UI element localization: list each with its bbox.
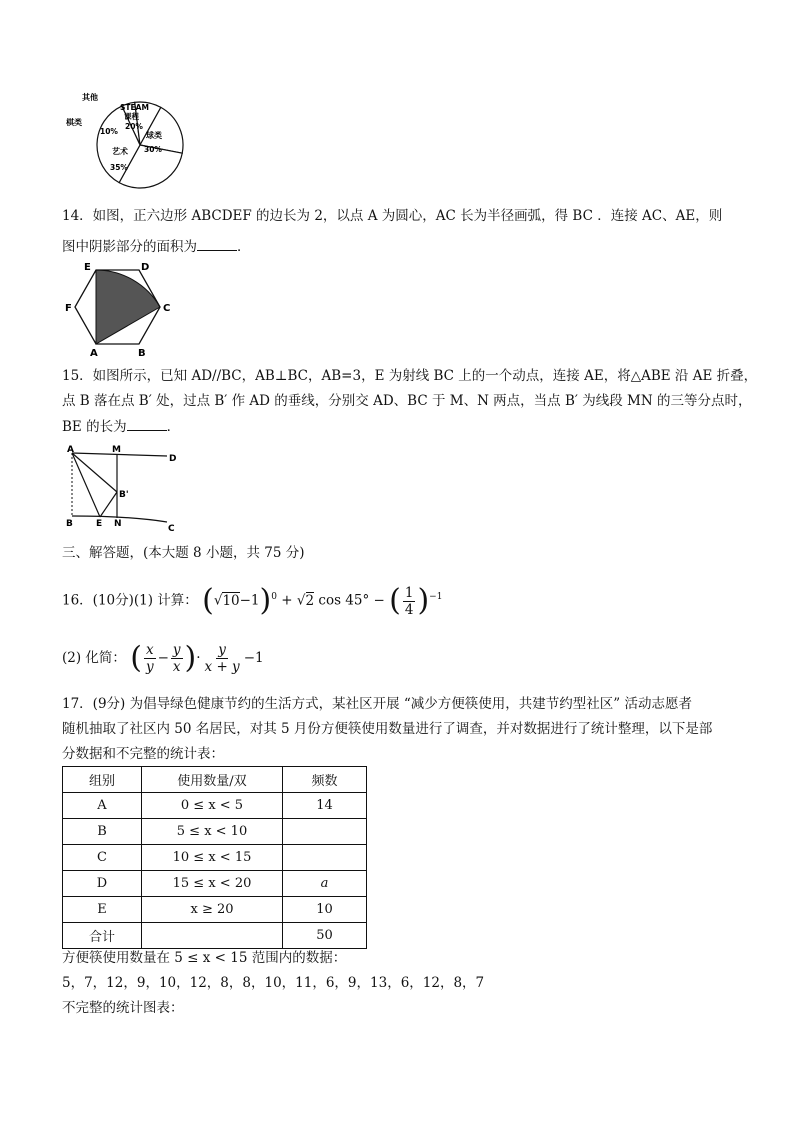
table-cell: D <box>63 871 142 897</box>
fold-label-B-prime: B' <box>119 490 129 500</box>
fold-label-N: N <box>114 519 122 529</box>
pie-label-ball: 球类 <box>146 131 162 140</box>
q17-chart-title: 不完整的统计图表： <box>62 1000 184 1016</box>
pie-label-steam: STEAM <box>120 103 149 112</box>
sqrt2-radicand: 2 <box>305 592 315 609</box>
q14-line2-end: ． <box>237 239 251 255</box>
minus-sign: − <box>373 592 385 609</box>
paren-close-2: ) <box>417 583 430 618</box>
frac-den: 4 <box>404 601 414 618</box>
table-cell: E <box>63 897 142 923</box>
frac-y-num-2: y <box>218 642 226 658</box>
q15-line2: 点 B 落在点 B′ 处，过点 B′ 作 AD 的垂线，分别交 AD、BC 于 M、N 两点，当点 B′ 为线段 MN 的三等分点时， <box>62 393 752 409</box>
hexagon-figure <box>62 260 187 358</box>
q14-line2 <box>62 236 251 257</box>
paren-open: ( <box>202 583 214 618</box>
q14-answer-blank[interactable] <box>197 236 237 251</box>
table-header: 组别 <box>63 767 142 793</box>
table-cell: 0 ≤ x < 5 <box>142 793 283 819</box>
hex-label-E: E <box>84 262 91 273</box>
fold-figure <box>62 442 192 534</box>
sqrt10-radicand: 10 <box>222 592 240 609</box>
fraction-x-over-y <box>144 642 156 675</box>
fraction-y-over-xy <box>203 642 242 675</box>
frac-y-num: y <box>172 642 181 658</box>
frac-xy-den: x + y <box>204 659 240 675</box>
minus-one-tail: −1 <box>243 650 264 666</box>
q17-line2: 随机抽取了社区内 50 名居民，对其 5 月份方便筷使用数量进行了调查，并对数据进行了统计整理，以下是部 <box>62 721 713 737</box>
table-cell <box>142 923 283 949</box>
fold-label-A: A <box>67 445 74 455</box>
hex-label-C: C <box>163 303 171 314</box>
frac-x-num: x <box>145 642 154 658</box>
q15-line3 <box>62 416 180 437</box>
table-header: 使用数量/双 <box>142 767 283 793</box>
table-cell: a <box>283 871 367 897</box>
q17-data-values: 5，7，12，9，10，12，8，8，10，11，6，9，13，6，12，8，7 <box>62 975 485 991</box>
q15-line3-end: ． <box>166 419 181 435</box>
table-row <box>63 819 367 845</box>
q16-part2 <box>62 638 264 678</box>
pie-chart <box>60 88 190 190</box>
fold-label-M: M <box>112 445 121 455</box>
q17-line3: 分数据和不完整的统计表： <box>62 746 224 762</box>
q17-data-title: 方便筷使用数量在 5 ≤ x < 15 范围内的数据： <box>62 950 347 966</box>
hex-label-F: F <box>65 303 72 314</box>
hexagon-shaded-sector <box>96 270 160 344</box>
q15-answer-blank[interactable] <box>127 416 167 431</box>
hex-label-A: A <box>90 348 98 358</box>
q15-line1: 15．如图所示，已知 AD//BC，AB⊥BC，AB=3，E 为射线 BC 上的一个动点，连接 AE，将△ABE 沿 AE 折叠， <box>62 368 758 384</box>
section-3-heading: 三、解答题，(本大题 8 小题，共 75 分) <box>62 545 305 561</box>
table-header-row <box>63 767 367 793</box>
frac-num: 1 <box>404 584 414 601</box>
exponent-neg1: −1 <box>429 592 443 602</box>
table-cell: 14 <box>283 793 367 819</box>
exponent-zero: 0 <box>271 592 277 602</box>
table-cell[interactable] <box>283 845 367 871</box>
q16-part1 <box>62 580 442 618</box>
fold-label-D: D <box>169 454 177 464</box>
table-cell[interactable] <box>283 819 367 845</box>
hex-label-D: D <box>141 262 150 273</box>
table-cell: 50 <box>283 923 367 949</box>
table-cell: C <box>63 845 142 871</box>
frac-y-den: y <box>145 659 154 675</box>
segment-AB-prime <box>72 453 117 492</box>
table-cell: 10 <box>283 897 367 923</box>
q17-line1: 17．(9分) 为倡导绿色健康节约的生活方式，某社区开展 “减少方便筷使用，共建节约型社区” 活动志愿者 <box>62 696 692 712</box>
pie-label-other: 其他 <box>82 93 98 102</box>
dot-operator: · <box>196 650 201 666</box>
table-cell: x ≥ 20 <box>142 897 283 923</box>
table-cell: B <box>63 819 142 845</box>
table-row <box>63 793 367 819</box>
table-header: 频数 <box>283 767 367 793</box>
q16-part1-prefix: 16．(10分)(1) 计算： <box>62 592 198 609</box>
pie-label-art: 艺术 <box>112 147 128 156</box>
q14-line2-text: 图中阴影部分的面积为 <box>62 239 197 255</box>
table-cell: 15 ≤ x < 20 <box>142 871 283 897</box>
pie-label-steam-pct: 20% <box>125 122 143 131</box>
table-row <box>63 871 367 897</box>
table-cell: 5 ≤ x < 10 <box>142 819 283 845</box>
minus-one: −1 <box>239 592 260 609</box>
plus-sign: + <box>281 592 293 609</box>
segment-AE <box>72 453 100 517</box>
sqrt-sign-2: √ <box>296 592 306 609</box>
sqrt-sign: √ <box>213 592 223 609</box>
pie-slices <box>97 102 183 188</box>
paren-open-2: ( <box>389 583 401 618</box>
table-cell: 10 ≤ x < 15 <box>142 845 283 871</box>
table-cell: 合计 <box>63 923 142 949</box>
q15-line3-text: BE 的长为 <box>62 419 127 435</box>
fold-label-B: B <box>66 519 73 529</box>
fraction-one-fourth <box>403 585 416 618</box>
table-row <box>63 923 367 949</box>
cos-term: cos 45° <box>318 592 370 609</box>
pie-label-chess: 棋类 <box>66 118 82 127</box>
segment-EB-prime <box>100 492 117 517</box>
pie-label-chess-pct: 10% <box>100 127 118 136</box>
pie-label-art-pct: 35% <box>110 163 128 172</box>
table-row <box>63 897 367 923</box>
frac-x-den: x <box>172 659 181 675</box>
table-cell: A <box>63 793 142 819</box>
paren-open-3: ( <box>130 640 142 676</box>
q16-part2-prefix: (2) 化简： <box>62 650 126 666</box>
fold-label-C: C <box>168 524 175 534</box>
paren-close-3: ) <box>184 640 197 676</box>
fold-label-E: E <box>96 519 103 529</box>
pie-label-steam2: 课程 <box>124 112 139 121</box>
fraction-y-over-x <box>171 642 183 675</box>
paren-close: ) <box>259 583 272 618</box>
frequency-table <box>62 766 367 949</box>
hex-label-B: B <box>138 348 146 358</box>
table-row <box>63 845 367 871</box>
q14-line1: 14．如图，正六边形 ABCDEF 的边长为 2，以点 A 为圆心，AC 长为半径画弧，得 BC ．连接 AC、AE，则 <box>62 208 723 224</box>
pie-label-ball-pct: 30% <box>144 145 162 154</box>
minus-sign-2: − <box>157 650 169 666</box>
